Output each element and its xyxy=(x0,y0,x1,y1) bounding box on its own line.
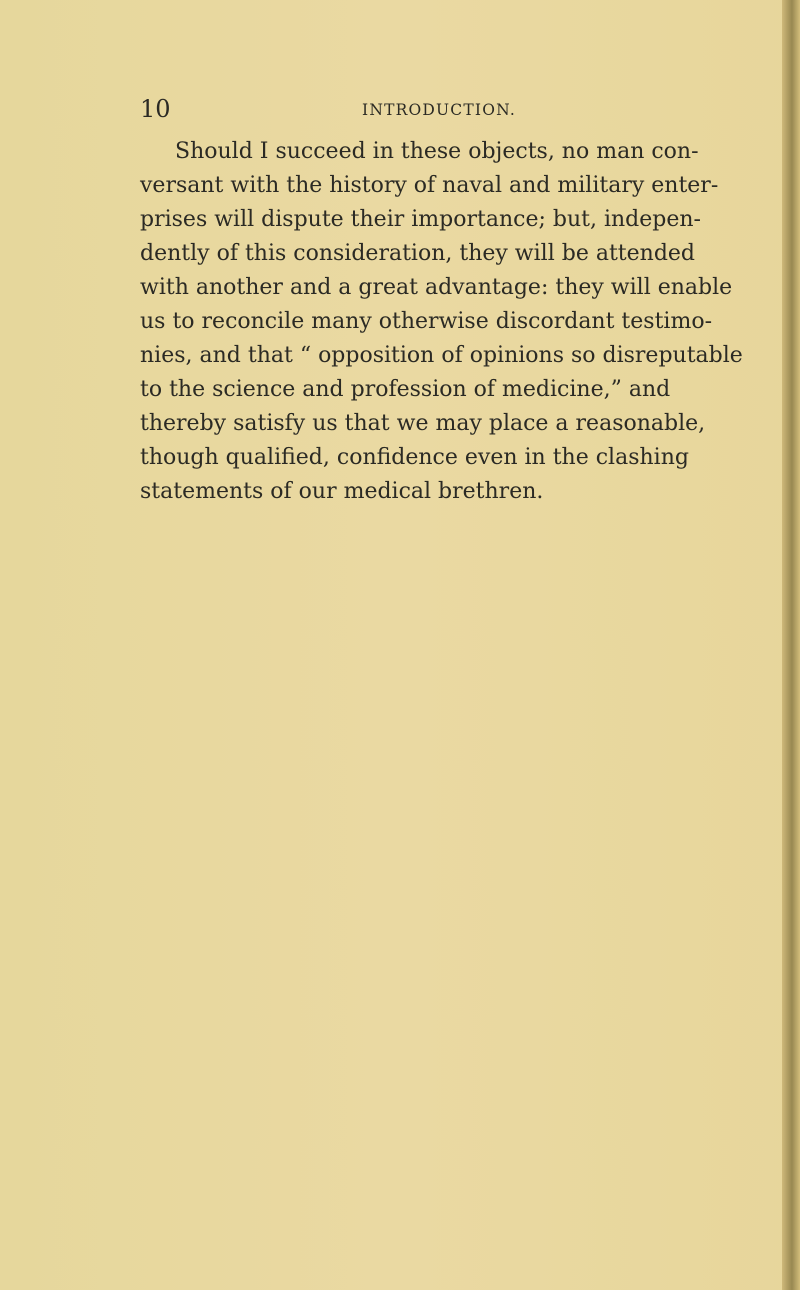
text-line: though qualified, confidence even in the clashing xyxy=(140,445,689,470)
text-line: prises will dispute their importance; but, indepen- xyxy=(140,207,701,232)
text-line: dently of this consideration, they will be attended xyxy=(140,241,696,266)
text-line: versant with the history of naval and military enter- xyxy=(140,173,719,198)
text-line: us to reconcile many otherwise discordant testimo- xyxy=(140,309,712,334)
text-line: to the science and profession of medicine,” and xyxy=(140,377,671,402)
text-line: thereby satisfy us that we may place a reasonable, xyxy=(140,411,706,436)
text-line: with another and a great advantage: they will enable xyxy=(140,275,733,300)
page-header xyxy=(140,95,740,129)
text-line: statements of our medical brethren. xyxy=(140,479,544,504)
page-edge xyxy=(782,0,800,1290)
text-line: nies, and that “ opposition of opinions so disreputable xyxy=(140,343,743,368)
paragraph xyxy=(140,130,750,530)
running-head: INTRODUCTION. xyxy=(362,101,517,119)
text-line: Should I succeed in these objects, no man con- xyxy=(175,139,699,164)
page-number: 10 xyxy=(140,95,171,123)
